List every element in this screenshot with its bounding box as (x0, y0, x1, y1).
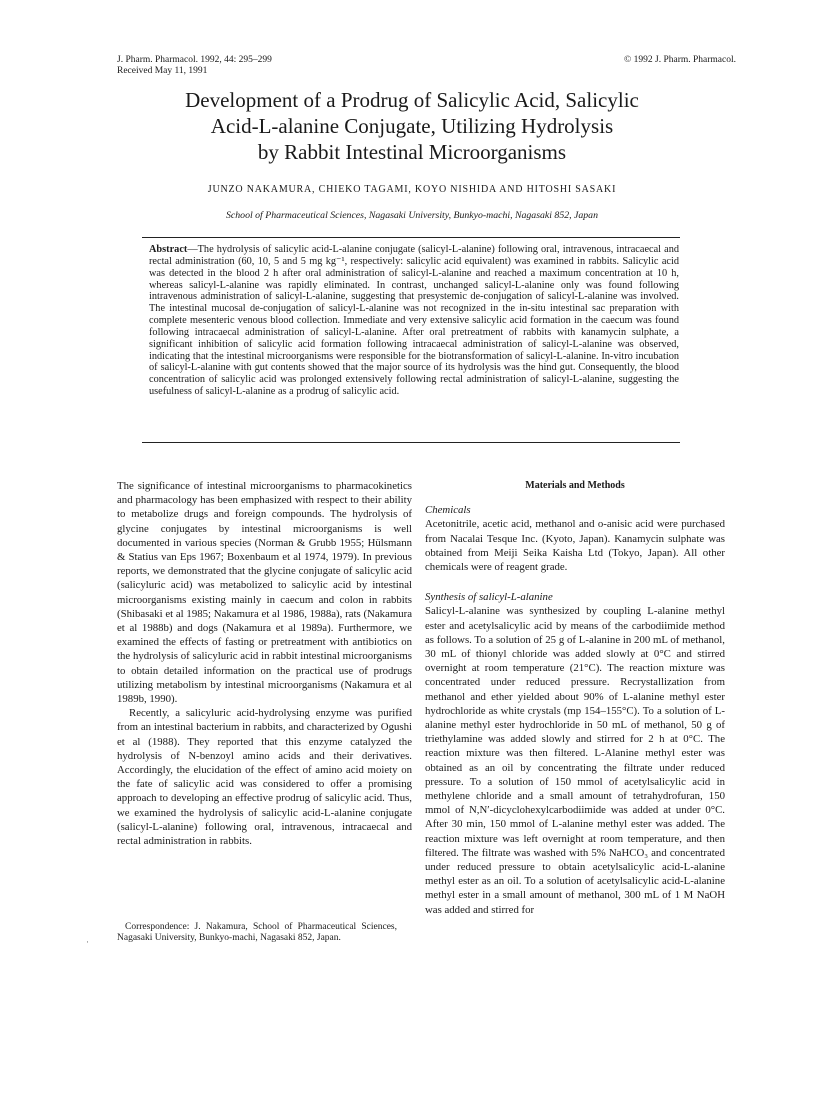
intro-paragraph-2: Recently, a salicyluric acid-hydrolysing enzyme was purified from an intestinal bacterium in rabbits, and characterized by Ogushi et al (1988). They reported that this enzyme catalyzed the hydrolysis of N-benzoyl amino acids and their derivatives. Accordingly, the elucidation of the effect of amino acid moiety on the fate of salicylic acid was considered to offer a promising approach to developing an effective prodrug of salicylic acid. Thus, we examined the hydrolysis of salicylic acid-L-alanine conjugate (salicyl-L-alanine) following oral, intravenous, intracaecal and rectal administration in rabbits. (117, 707, 412, 848)
synthesis-paragraph: Salicyl-L-alanine was synthesized by coupling L-alanine methyl ester and acetylsalicylic acid by means of the carbodiimide method as follows. To a solution of 25 g of L-alanine in 200 mL of methanol, 30 mL of thionyl chloride was added slowly at 0°C and stirred overnight at room temperature (21°C). The reaction mixture was concentrated under reduced pressure. Recrystallization from methanol and ether yielded about 90% of L-alanine methyl ester hydrochloride as white crystals (mp 154–155°C). To a solution of L-alanine methyl ester hydrochloride in 50 mL of methanol, 50 g of triethylamine was added slowly and stirred for 2 h at 0°C. The reaction mixture was then filtered. L-Alanine methyl ester was obtained as an oil by concentrating the filtrate under reduced pressure. To a solution of 150 mmol of acetylsalicylic acid in methylene chloride and a small amount of tetrahydrofuran, 150 mmol of N,N′-dicyclohexylcarbodiimide was added at under 0°C. After 30 min, 150 mmol of L-alanine methyl ester was added. The reaction mixture was left overnight at room temperature, and then filtered. The filtrate was washed with 5% NaHCO₃ and concentrated under reduced pressure to obtain acetylsalicylic acid-L-alanine methyl ester as an oil. To a solution of acetylsalicylic acid-L-alanine methyl ester in a small amount of methanol, 300 mL of 1 M NaOH was added and stirred for (425, 605, 725, 916)
abstract (149, 244, 679, 398)
subheading-chemicals: Chemicals (425, 504, 471, 517)
title-line-3: by Rabbit Intestinal Microorganisms (257, 140, 567, 164)
right-column (425, 479, 725, 917)
affiliation: School of Pharmaceutical Sciences, Nagasaki University, Bunkyo-machi, Nagasaki 852, Japan (226, 210, 598, 221)
subheading-synthesis: Synthesis of salicyl-L-alanine (425, 591, 553, 604)
author-list: JUNZO NAKAMURA, CHIEKO TAGAMI, KOYO NISHIDA AND HITOSHI SASAKI (207, 184, 617, 195)
abstract-label: Abstract (149, 244, 188, 255)
left-column (117, 479, 412, 848)
abstract-bottom-rule (142, 442, 680, 443)
citation-line: J. Pharm. Pharmacol. 1992, 44: 295–299 (117, 55, 272, 65)
title-line-2: Acid-L-alanine Conjugate, Utilizing Hydrolysis (210, 114, 614, 138)
chemicals-paragraph: Acetonitrile, acetic acid, methanol and o-anisic acid were purchased from Nacalai Tesque Inc. (Kyoto, Japan). Kanamycin sulphate was obtained from Meiji Seika Kaisha Ltd (Tokyo, Japan). All other chemicals were of reagent grade. (425, 518, 725, 574)
title-line-1: Development of a Prodrug of Salicylic Acid, Salicylic (185, 88, 639, 112)
copyright-notice: © 1992 J. Pharm. Pharmacol. (624, 55, 736, 65)
journal-citation (117, 55, 272, 77)
received-date: Received May 11, 1991 (117, 66, 208, 76)
section-heading-methods: Materials and Methods (525, 480, 625, 491)
intro-paragraph-1: The significance of intestinal microorganisms to pharmacokinetics and pharmacology has been emphasized with respect to their ability to metabolize drugs and foreign compounds. The hydrolysis of glycine conjugates by intestinal microorganisms is well documented in various species (Norman & Grubb 1955; Hülsmann & Statius van Eps 1967; Boxenbaum et al 1974, 1979). In previous reports, we demonstrated that the glycine conjugate of salicylic acid (salicyluric acid) was metabolized to salicylic acid by intestinal microorganisms existing mainly in caecum and colon in rabbits (Shibasaki et al 1985; Nakamura et al 1986, 1988a), rats (Nakamura et al 1988b) and dogs (Nakamura et al 1989a). Furthermore, we examined the effects of fasting or pretreatment with antibiotics on the hydrolysis of salicyluric acid in rabbit intestinal microorganisms to obtain detailed information on the practical use of prodrugs utilizing metabolism by intestinal microorganisms (Nakamura et al 1989b, 1990). (117, 480, 412, 706)
article-title (100, 87, 724, 165)
abstract-text: —The hydrolysis of salicylic acid-L-alanine conjugate (salicyl-L-alanine) following oral, intravenous, intracaecal and rectal administration (60, 10, 5 and 5 mg kg⁻¹, respectively: salicylic acid equivalent) was examined in rabbits. Salicylic acid was detected in the blood 2 h after oral administration of salicyl-L-alanine and reached a maximum concentration at 10 h, whereas salicyl-L-alanine was rapidly eliminated. In contrast, unchanged salicyl-L-alanine only was found following intravenous administration of salicyl-L-alanine, suggesting that presystemic de-conjugation of salicyl-L-alanine was involved. The intestinal mucosal de-conjugation of salicyl-L-alanine was not recognized in the in-situ intestinal sac preparation with complete mesenteric venous blood collection. Immediate and very extensive salicylic acid formation in the caecum was found following intracaecal administration of salicyl-L-alanine. After oral pretreatment of rabbits with kanamycin sulphate, a significant inhibition of salicylic acid formation following intracaecal administration of salicyl-L-alanine was observed, indicating that the intestinal microorganisms were responsible for the biotransformation of salicyl-L-alanine. In-vitro incubation of salicyl-L-alanine with gut contents showed that the major source of its hydrolysis was the hind gut. Consequently, the blood concentration of salicylic acid was prolonged extensively following rectal administration of salicyl-L-alanine, suggesting the usefulness of salicyl-L-alanine as a prodrug of salicylic acid. (149, 244, 679, 398)
correspondence-footnote: Correspondence: J. Nakamura, School of Pharmaceutical Sciences, Nagasaki University, Bunkyo-machi, Nagasaki 852, Japan. (117, 922, 397, 943)
margin-mark: · (86, 937, 89, 947)
abstract-top-rule (142, 237, 680, 238)
